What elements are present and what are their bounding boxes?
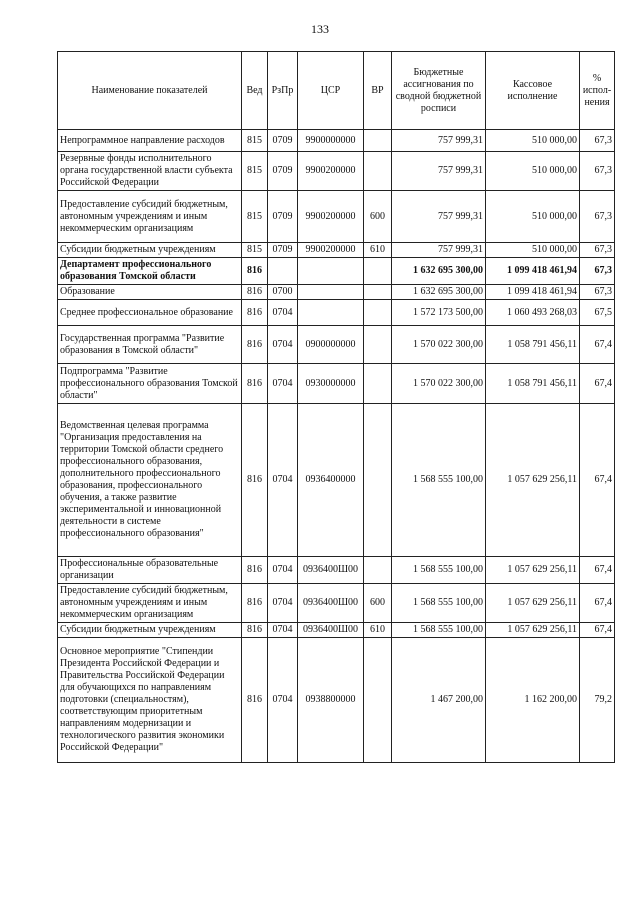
cell-percent: 67,4 (580, 404, 615, 557)
cell-csr: 0900000000 (298, 326, 364, 364)
cell-ved: 815 (242, 191, 268, 243)
table-row (58, 285, 615, 300)
cell-csr (298, 258, 364, 285)
cell-allocation: 1 467 200,00 (392, 638, 486, 763)
cell-name: Ведомственная целевая программа "Организация предоставления на территории Томской области среднего профессионального образования, дополнительного профессионального образования, профессионального обучения, а также развитие экспериментальной и инновационной деятельности в системе профессионального образования" (58, 404, 242, 557)
cell-ved: 815 (242, 152, 268, 191)
cell-execution: 1 099 418 461,94 (486, 285, 580, 300)
cell-vr: 610 (364, 623, 392, 638)
cell-rzpr: 0709 (268, 243, 298, 258)
cell-ved: 816 (242, 638, 268, 763)
cell-execution: 1 057 629 256,11 (486, 404, 580, 557)
table-row (58, 364, 615, 404)
cell-execution: 1 057 629 256,11 (486, 557, 580, 584)
cell-rzpr: 0704 (268, 584, 298, 623)
cell-vr (364, 152, 392, 191)
cell-percent: 67,4 (580, 364, 615, 404)
cell-ved: 816 (242, 285, 268, 300)
header-percent: % испол-нения (580, 52, 615, 130)
cell-allocation: 1 568 555 100,00 (392, 557, 486, 584)
budget-table (57, 51, 615, 763)
cell-percent: 67,3 (580, 285, 615, 300)
cell-name: Подпрограмма "Развитие профессионального образования Томской области" (58, 364, 242, 404)
cell-percent: 67,4 (580, 557, 615, 584)
cell-rzpr: 0704 (268, 364, 298, 404)
cell-vr (364, 300, 392, 326)
cell-allocation: 1 568 555 100,00 (392, 584, 486, 623)
cell-rzpr: 0709 (268, 152, 298, 191)
cell-vr (364, 364, 392, 404)
cell-ved: 816 (242, 300, 268, 326)
table-row (58, 130, 615, 152)
cell-percent: 67,4 (580, 584, 615, 623)
cell-name: Среднее профессиональное образование (58, 300, 242, 326)
table-row (58, 584, 615, 623)
cell-percent: 67,5 (580, 300, 615, 326)
cell-vr (364, 638, 392, 763)
cell-ved: 816 (242, 326, 268, 364)
cell-vr (364, 258, 392, 285)
cell-percent: 67,4 (580, 623, 615, 638)
cell-csr: 0936400Ш00 (298, 584, 364, 623)
cell-name: Субсидии бюджетным учреждениям (58, 623, 242, 638)
table-row (58, 557, 615, 584)
cell-execution: 510 000,00 (486, 191, 580, 243)
cell-ved: 816 (242, 557, 268, 584)
cell-ved: 816 (242, 623, 268, 638)
cell-ved: 816 (242, 258, 268, 285)
header-row (58, 52, 615, 130)
cell-allocation: 1 632 695 300,00 (392, 258, 486, 285)
cell-rzpr: 0704 (268, 404, 298, 557)
cell-allocation: 1 568 555 100,00 (392, 404, 486, 557)
cell-execution: 1 060 493 268,03 (486, 300, 580, 326)
cell-execution: 1 058 791 456,11 (486, 364, 580, 404)
cell-name: Основное мероприятие "Стипендии Президента Российской Федерации и Правительства Российской Федерации для обучающихся по направлениям подготовки (специальностям), соответствующим приоритетным направлениям модернизации и технологического развития экономики Российской Федерации" (58, 638, 242, 763)
table-row (58, 152, 615, 191)
table-row (58, 638, 615, 763)
header-allocations: Бюджетные ассигнования по сводной бюджетной росписи (392, 52, 486, 130)
table-row (58, 243, 615, 258)
cell-percent: 67,3 (580, 130, 615, 152)
cell-vr: 600 (364, 191, 392, 243)
cell-execution: 1 057 629 256,11 (486, 623, 580, 638)
cell-percent: 79,2 (580, 638, 615, 763)
cell-rzpr (268, 258, 298, 285)
cell-allocation: 757 999,31 (392, 191, 486, 243)
cell-rzpr: 0704 (268, 638, 298, 763)
cell-vr: 610 (364, 243, 392, 258)
cell-vr (364, 130, 392, 152)
cell-csr: 9900200000 (298, 152, 364, 191)
cell-csr: 0938800000 (298, 638, 364, 763)
cell-percent: 67,3 (580, 243, 615, 258)
cell-name: Профессиональные образовательные организации (58, 557, 242, 584)
cell-execution: 510 000,00 (486, 130, 580, 152)
cell-rzpr: 0709 (268, 191, 298, 243)
cell-execution: 1 099 418 461,94 (486, 258, 580, 285)
cell-allocation: 757 999,31 (392, 152, 486, 191)
cell-ved: 816 (242, 404, 268, 557)
cell-execution: 1 058 791 456,11 (486, 326, 580, 364)
table-row (58, 191, 615, 243)
cell-execution: 1 057 629 256,11 (486, 584, 580, 623)
cell-execution: 510 000,00 (486, 243, 580, 258)
table-row (58, 326, 615, 364)
cell-rzpr: 0704 (268, 557, 298, 584)
cell-name: Предоставление субсидий бюджетным, автономным учреждениям и иным некоммерческим организациям (58, 584, 242, 623)
cell-ved: 815 (242, 243, 268, 258)
table-row (58, 300, 615, 326)
cell-vr (364, 557, 392, 584)
cell-percent: 67,3 (580, 258, 615, 285)
cell-ved: 815 (242, 130, 268, 152)
cell-csr: 0930000000 (298, 364, 364, 404)
cell-rzpr: 0704 (268, 300, 298, 326)
header-csr: ЦСР (298, 52, 364, 130)
table-row (58, 623, 615, 638)
cell-vr: 600 (364, 584, 392, 623)
cell-percent: 67,4 (580, 326, 615, 364)
cell-name: Предоставление субсидий бюджетным, автономным учреждениям и иным некоммерческим организациям (58, 191, 242, 243)
cell-csr (298, 285, 364, 300)
table-row (58, 258, 615, 285)
cell-execution: 1 162 200,00 (486, 638, 580, 763)
cell-allocation: 1 572 173 500,00 (392, 300, 486, 326)
header-rzpr: РзПр (268, 52, 298, 130)
cell-name: Субсидии бюджетным учреждениям (58, 243, 242, 258)
cell-csr (298, 300, 364, 326)
cell-name: Резервные фонды исполнительного органа государственной власти субъекта Российской Федерации (58, 152, 242, 191)
header-vr: ВР (364, 52, 392, 130)
cell-csr: 0936400000 (298, 404, 364, 557)
cell-allocation: 1 568 555 100,00 (392, 623, 486, 638)
cell-name: Образование (58, 285, 242, 300)
header-execution: Кассовое исполнение (486, 52, 580, 130)
cell-csr: 9900200000 (298, 243, 364, 258)
cell-allocation: 757 999,31 (392, 243, 486, 258)
cell-percent: 67,3 (580, 191, 615, 243)
cell-name: Государственная программа "Развитие образования в Томской области" (58, 326, 242, 364)
header-name: Наименование показателей (58, 52, 242, 130)
cell-allocation: 1 570 022 300,00 (392, 364, 486, 404)
cell-csr: 0936400Ш00 (298, 557, 364, 584)
cell-rzpr: 0700 (268, 285, 298, 300)
cell-execution: 510 000,00 (486, 152, 580, 191)
cell-allocation: 1 570 022 300,00 (392, 326, 486, 364)
header-ved: Вед (242, 52, 268, 130)
cell-rzpr: 0709 (268, 130, 298, 152)
cell-name: Непрограммное направление расходов (58, 130, 242, 152)
cell-vr (364, 404, 392, 557)
cell-ved: 816 (242, 584, 268, 623)
cell-rzpr: 0704 (268, 326, 298, 364)
cell-ved: 816 (242, 364, 268, 404)
cell-percent: 67,3 (580, 152, 615, 191)
cell-vr (364, 326, 392, 364)
cell-vr (364, 285, 392, 300)
table-row (58, 404, 615, 557)
cell-csr: 9900000000 (298, 130, 364, 152)
cell-allocation: 1 632 695 300,00 (392, 285, 486, 300)
page-number: 133 (311, 22, 329, 36)
cell-csr: 9900200000 (298, 191, 364, 243)
cell-rzpr: 0704 (268, 623, 298, 638)
cell-allocation: 757 999,31 (392, 130, 486, 152)
cell-csr: 0936400Ш00 (298, 623, 364, 638)
cell-name: Департамент профессионального образования Томской области (58, 258, 242, 285)
